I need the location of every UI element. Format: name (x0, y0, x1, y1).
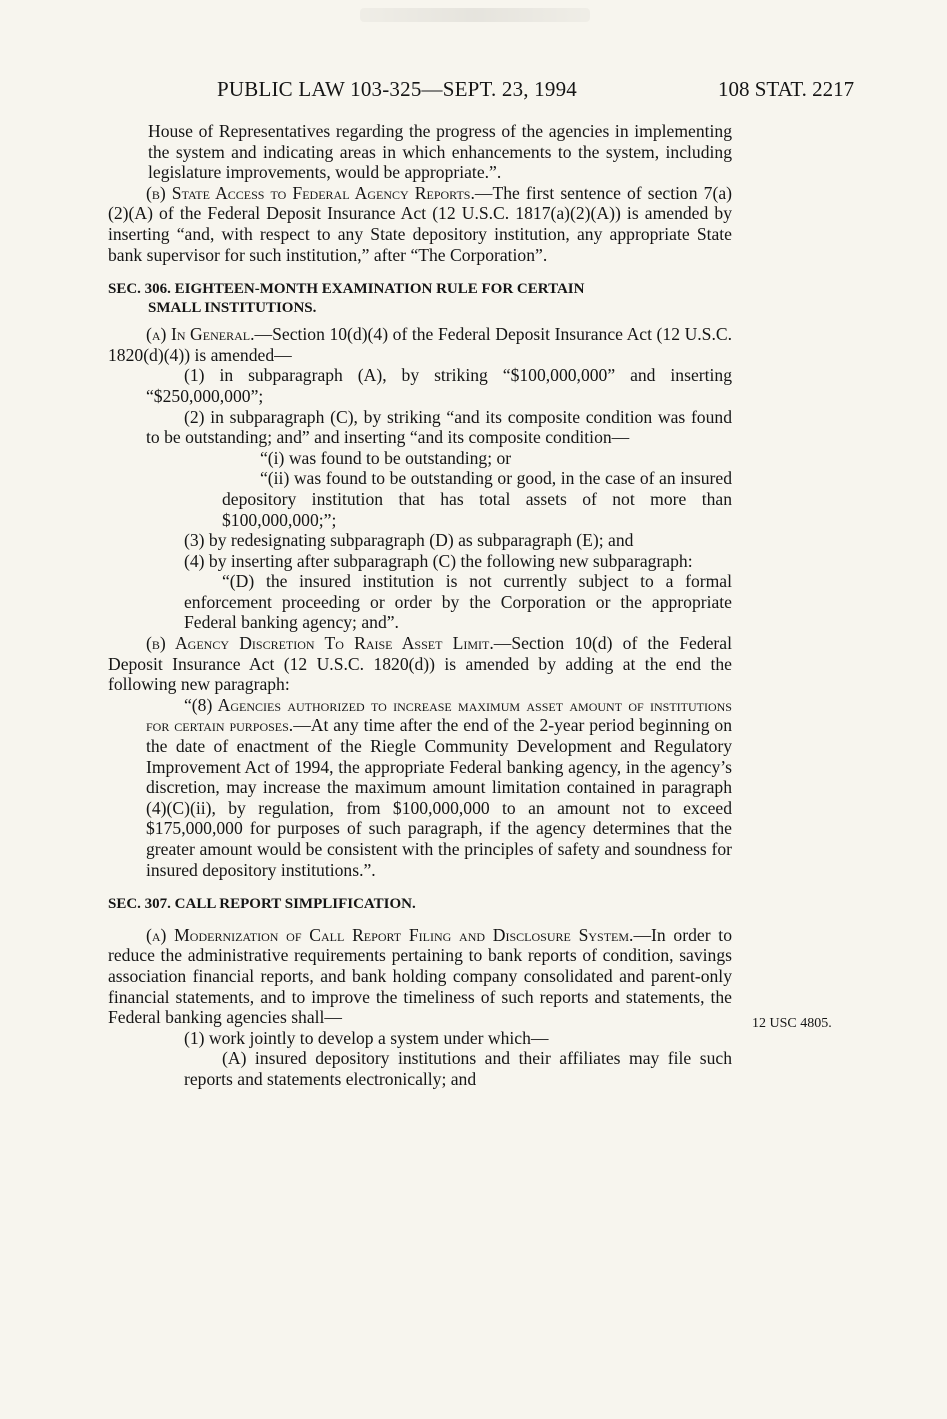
list-item-3: (3) by redesignating subparagraph (D) as subparagraph (E); and (184, 530, 634, 551)
section-306-heading (108, 280, 732, 318)
subsection-b2-heading: (b) Agency Discretion To Raise Asset Limit. (146, 633, 494, 654)
subsection-a3 (108, 925, 732, 1028)
subsection-b-text: —The first sentence of section 7(a)(2)(A) of the Federal Deposit Insurance Act (12 U.S.C. 1817(a)(2)(A)) is amended by inserting “and, with respect to any State depository institution, any appropriate State bank supervisor for such institution,” after “The Corporation”. (108, 182, 732, 265)
header-title: PUBLIC LAW 103-325—SEPT. 23, 1994 (217, 77, 577, 101)
subsection-b2 (108, 633, 732, 695)
subsection-b2-text: —Section 10(d) of the Federal Deposit Insurance Act (12 U.S.C. 1820(d)) is amended by adding at the end the following new paragraph: (108, 633, 732, 695)
list-item-2: (2) in subparagraph (C), by striking “and its composite condition was found to be outstanding; and” and inserting “and its composite condition— (146, 406, 732, 448)
list-item-307-1: (1) work jointly to develop a system under which— (184, 1027, 549, 1048)
subsection-a-text: —Section 10(d)(4) of the Federal Deposit Insurance Act (12 U.S.C. 1820(d)(4)) is amended— (108, 324, 732, 365)
list-item-2-i: “(i) was found to be outstanding; or (260, 447, 512, 468)
subsection-a-heading: (a) In General. (146, 324, 255, 345)
subsection-b (108, 183, 732, 265)
paragraph-8-text: —At any time after the end of the 2-year period beginning on the date of enactment of the Riegle Community Development and Regulatory Improvement Act of 1994, the appropriate Federal banking agency, in the agency’s discretion, may increase the maximum amount limitation contained in paragraph (4)(C)(ii), by regulation, from $100,000,000 to an amount not to exceed $175,000,000 for purposes of such paragraph, if the agency determines that the greater amount would be consistent with the principles of safety and soundness for insured depository institutions.”. (146, 715, 732, 880)
section-306-heading-line1: SEC. 306. EIGHTEEN-MONTH EXAMINATION RULE FOR CERTAIN (108, 281, 585, 298)
body-text (108, 121, 732, 1090)
header-stat-citation: 108 STAT. 2217 (718, 77, 855, 101)
subsection-a3-text: —In order to reduce the administrative requirements pertaining to bank reports of condition, savings association financial reports, and bank holding company consolidated and parent-only financial statements, and to improve the timeliness of such reports and statements, the Federal banking agencies shall— (108, 924, 732, 1028)
list-item-307-A: (A) insured depository institutions and their affiliates may file such reports and statements electronically; and (184, 1048, 732, 1089)
list-item-4: (4) by inserting after subparagraph (C) the following new subparagraph: (184, 550, 693, 571)
list-item-1: (1) in subparagraph (A), by striking “$100,000,000” and inserting “$250,000,000”; (146, 365, 732, 406)
subsection-a3-heading: (a) Modernization of Call Report Filing and Disclosure System. (146, 924, 634, 945)
subsection-a (108, 324, 732, 365)
margin-note-usc: 12 USC 4805. (752, 1016, 832, 1031)
page-header (0, 77, 947, 107)
section-307-heading: SEC. 307. CALL REPORT SIMPLIFICATION. (108, 896, 416, 913)
list-item-4-d: “(D) the insured institution is not currently subject to a formal enforcement proceeding or order by the Corporation or the appropriate Federal banking agency; and”. (184, 571, 732, 633)
section-306-heading-line2: SMALL INSTITUTIONS. (148, 300, 317, 317)
subsection-b-heading: (b) State Access to Federal Agency Reports. (146, 182, 475, 203)
list-item-2-ii: “(ii) was found to be outstanding or good, in the case of an insured depository institution that has total assets of not more than $100,000,000;”; (222, 468, 732, 530)
paragraph-continuation: House of Representatives regarding the progress of the agencies in implementing the system and indicating areas in which enhancements to the system, including legislature improvements, would be appropriate.”. (148, 121, 732, 183)
paragraph-8-heading: “(8) Agencies authorized to increase maximum asset amount of institutions for certain purposes. (146, 694, 732, 736)
paragraph-8 (108, 695, 732, 880)
bleed-through-smudge (360, 8, 590, 22)
